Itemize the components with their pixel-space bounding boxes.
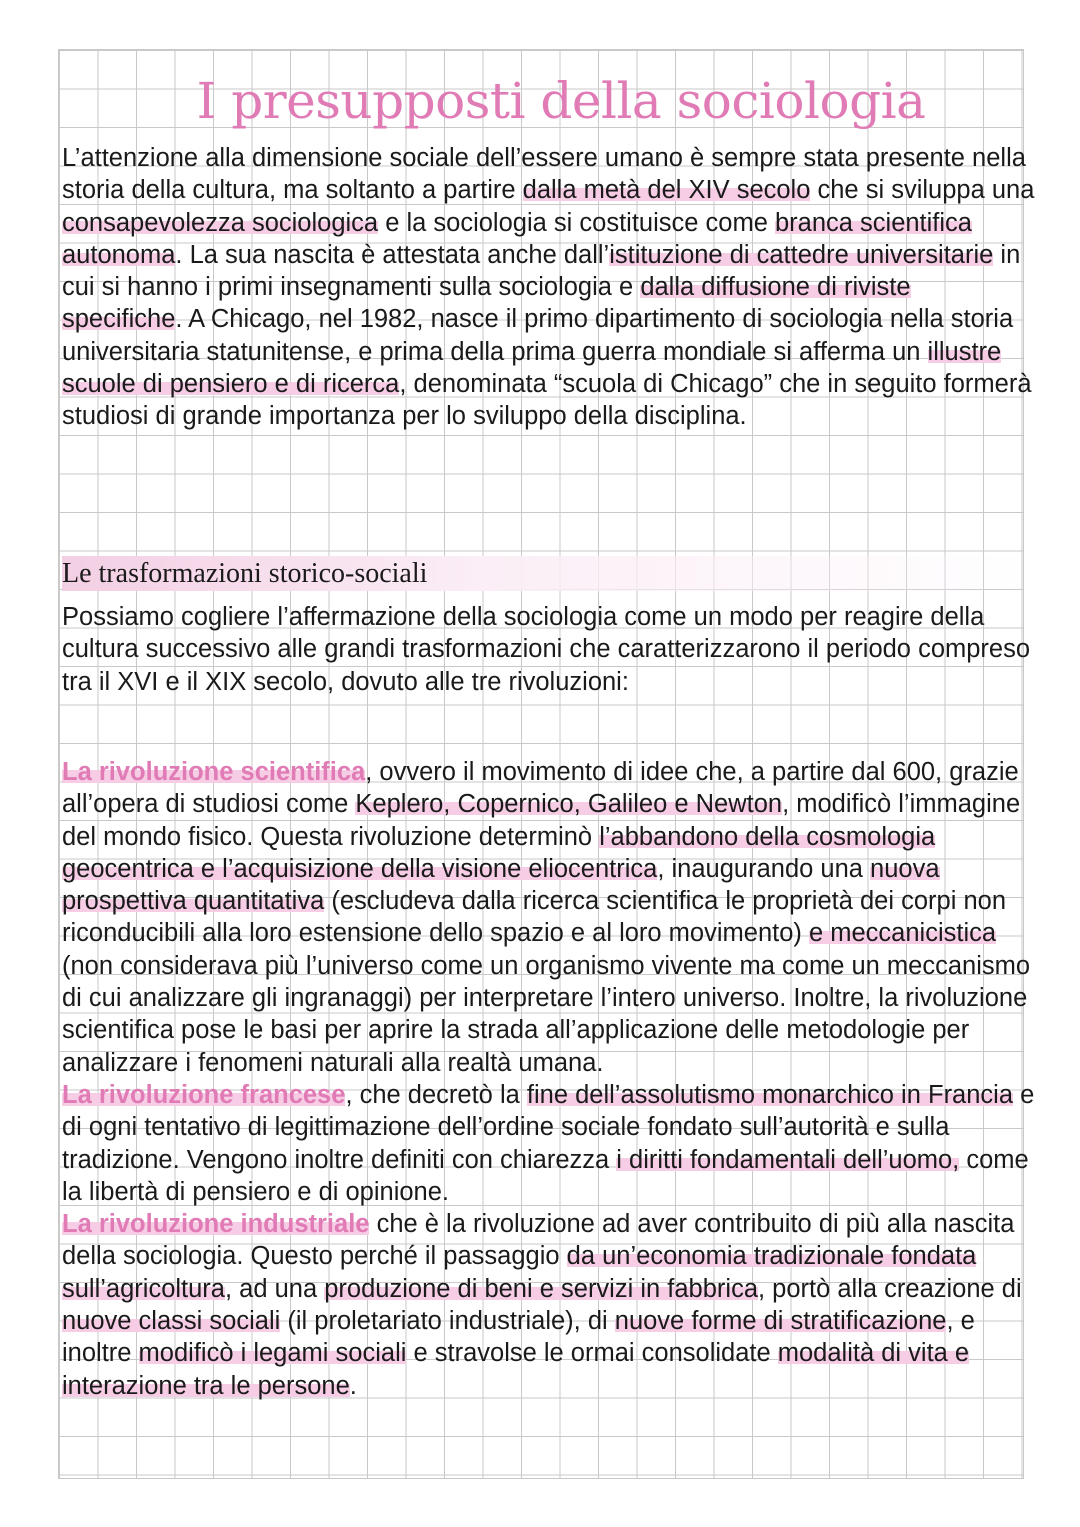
transformations-paragraph: Possiamo cogliere l’affermazione della sociologia come un modo per reagire della cultura successivo alle grandi trasformazioni che caratterizzarono il periodo compreso tra il XVI e il XIX secolo, dovuto alle tre rivoluzioni: (62, 603, 1031, 696)
highlight: illustre scuole di pensiero e di ricerca (62, 337, 1002, 399)
intro-paragraph: L’attenzione alla dimensione sociale dell’essere umano è sempre stata presente nella storia della cultura, ma soltanto a partire dalla metà del XIV secolo che si sviluppa una consapevolezza sociologica e la sociologia si costituisce come branca scientifica autonoma. La sua nascita è attestata anche dall’istituzione di cattedre universitarie in cui si hanno i primi insegnamenti sulla sociologia e dalla diffusione di riviste specifiche. A Chicago, nel 1982, nasce il primo dipartimento di sociologia nella storia universitaria statunitense, e prima della prima guerra mondiale si afferma un illustre scuole di pensiero e di ricerca, denominata “scuola di Chicago” che in seguito formerà studiosi di grande importanza per lo sviluppo della disciplina. (62, 144, 1035, 431)
scientific-revolution-item: La rivoluzione scientifica, ovvero il movimento di idee che, a partire dal 600, grazie all’opera di studiosi come Keplero, Copernico, Galileo e Newton, modificò l’immagine del mondo fisico. Questa rivoluzione determinò l’abbandono della cosmologia geocentrica e l’acquisizione della visione eliocentrica, inaugurando una nuova prospettiva quantitativa (escludeva dalla ricerca scientifica le proprietà dei corpi non riconducibili alla loro estensione dello spazio e al loro movimento) e meccanicistica (non considerava più l’universo come un organismo vivente ma come un meccanismo di cui analizzare gli ingranaggi) per interpretare l’intero universo. Inoltre, la rivoluzione scientifica pose le basi per aprire la strada all’applicazione delle metodologie per analizzare i fenomeni naturali alla realtà umana. (62, 758, 1031, 1077)
highlight: dalla diffusione di riviste specifiche (62, 273, 911, 334)
section-heading: Le trasformazioni storico-sociali (62, 556, 1037, 591)
item-label: La rivoluzione scientifica (62, 758, 366, 786)
page-title: I presupposti della sociologia (196, 72, 926, 130)
highlight: modificò i legami sociali (138, 1339, 407, 1368)
highlight: modalità di vita e interazione tra le persone (62, 1339, 970, 1400)
highlight: produzione di beni e servizi in fabbrica (324, 1274, 758, 1303)
industrial-revolution-item: La rivoluzione industriale che è la rivoluzione ad aver contribuito di più alla nascita della sociologia. Questo perché il passaggio da un’economia tradizionale fondata sull’agricoltura, ad una produzione di beni e servizi in fabbrica, portò alla creazione di nuove classi sociali (il proletariato industriale), di nuove forme di stratificazione, e inoltre modificò i legami sociali e stravolse le ormai consolidate modalità di vita e interazione tra le persone. (62, 1210, 1022, 1400)
highlight: da un’economia tradizionale fondata sull’agricoltura (62, 1242, 977, 1303)
highlight: fine dell’assolutismo monarchico in Francia (526, 1080, 1014, 1109)
highlight: e meccanicistica (808, 919, 997, 948)
highlight: branca scientifica autonoma (62, 208, 972, 269)
highlight: nuove forme di stratificazione (614, 1307, 947, 1336)
highlight: istituzione di cattedre universitarie (609, 240, 994, 269)
highlight: nuova prospettiva quantitativa (62, 854, 940, 916)
revolutions-list (62, 756, 1037, 1402)
item-label: La rivoluzione francese (62, 1080, 346, 1109)
highlight: nuove classi sociali (62, 1307, 281, 1336)
item-label: La rivoluzione industriale (62, 1210, 370, 1239)
french-revolution-item: La rivoluzione francese, che decretò la fine dell’assolutismo monarchico in Francia e di ogni tentativo di legittimazione dell’ordine sociale fondato sull’autorità e sulla tradizione. Vengono inoltre definiti con chiarezza i diritti fondamentali dell’uomo, come la libertà di pensiero e di opinione. (62, 1080, 1035, 1206)
highlight: consapevolezza sociologica (62, 208, 379, 237)
highlight: l’abbandono della cosmologia geocentrica e l’acquisizione della visione eliocentrica (62, 822, 936, 883)
highlight: i diritti fondamentali dell’uomo, (616, 1145, 960, 1174)
highlight: Keplero, Copernico, Galileo e Newton (355, 790, 783, 819)
highlight: dalla metà del XIV secolo (522, 176, 811, 205)
